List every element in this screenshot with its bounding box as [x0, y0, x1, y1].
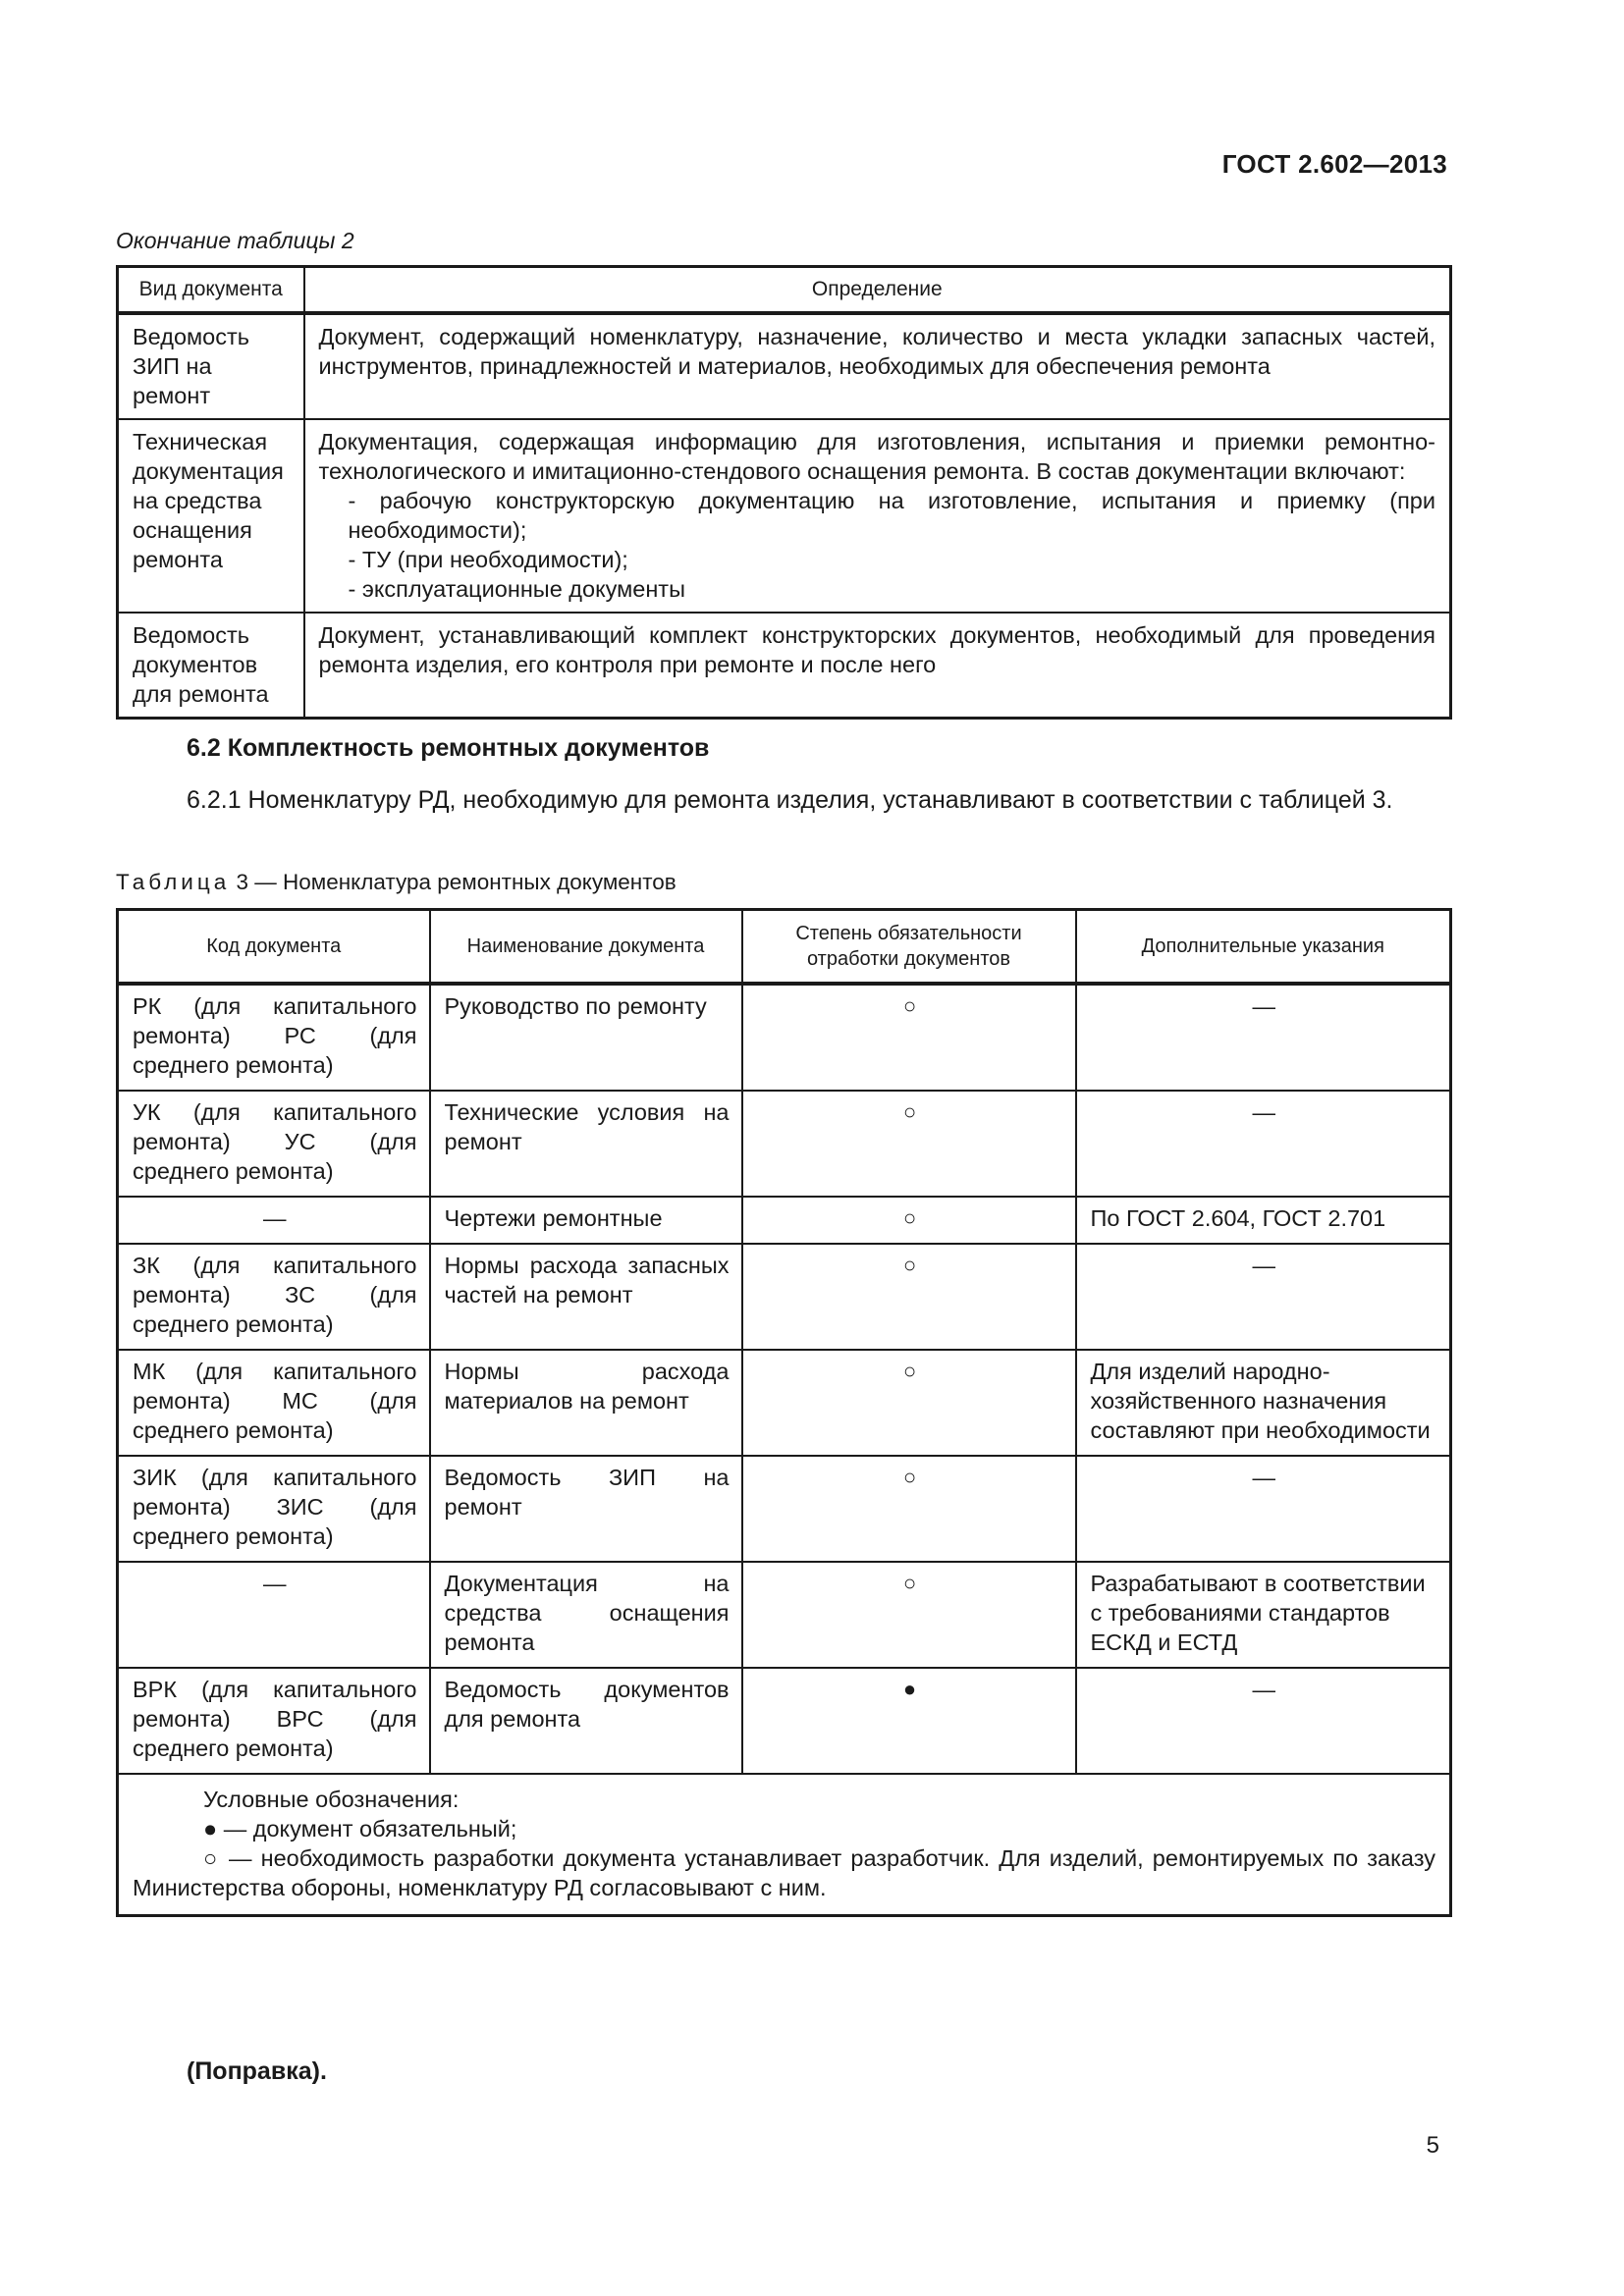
legend-optional: [133, 1843, 1435, 1902]
degree-symbol: ○: [742, 1197, 1076, 1244]
document-kind-cell: Ведомость ЗИП на ремонт: [118, 313, 304, 419]
table2-header-row: [118, 267, 1451, 314]
degree-symbol: ○: [742, 1350, 1076, 1456]
document-name-cell: Руководство по ремонту: [430, 984, 742, 1091]
table-row: [118, 1091, 1451, 1197]
table-row: [118, 984, 1451, 1091]
amendment-note: (Поправка).: [187, 2057, 327, 2085]
table-row: [118, 1350, 1451, 1456]
document-kind-cell: Техническая документация на средства оснащения ремонта: [118, 419, 304, 613]
document-code-cell: ЗИК (для капитального ремонта) ЗИС (для среднего ремонта): [118, 1456, 430, 1562]
standard-header: ГОСТ 2.602—2013: [1221, 149, 1447, 179]
page-number: 5: [1426, 2132, 1439, 2159]
table2: [116, 265, 1452, 720]
document-code-cell: УК (для капитального ремонта) УС (для среднего ремонта): [118, 1091, 430, 1197]
degree-symbol: ○: [742, 1091, 1076, 1197]
document-name-cell: Документация на средства оснащения ремонта: [430, 1562, 742, 1668]
notes-cell: По ГОСТ 2.604, ГОСТ 2.701: [1076, 1197, 1451, 1244]
table-row: [118, 1456, 1451, 1562]
notes-cell: —: [1076, 984, 1451, 1091]
definition-text: Документация, содержащая информацию для изготовления, испытания и приемки ремонтно-технологического и имитационно-стендового оснащения ремонта. В состав документации включают:: [318, 429, 1435, 484]
document-code-cell: ЗК (для капитального ремонта) ЗС (для среднего ремонта): [118, 1244, 430, 1350]
document-name-cell: Нормы расхода материалов на ремонт: [430, 1350, 742, 1456]
notes-cell: —: [1076, 1091, 1451, 1197]
document-name-cell: Ведомость ЗИП на ремонт: [430, 1456, 742, 1562]
table2-column-header: Определение: [304, 267, 1451, 314]
notes-cell: Для изделий народно-хозяйственного назначения составляют при необходимости: [1076, 1350, 1451, 1456]
degree-symbol: ○: [742, 1562, 1076, 1668]
definition-cell: Документ, устанавливающий комплект конструкторских документов, необходимый для проведения ремонта изделия, его контроля при ремонте и после него: [304, 613, 1451, 719]
table3-caption-label: Таблица: [116, 870, 231, 894]
document-code-cell: РК (для капитального ремонта) РС (для среднего ремонта): [118, 984, 430, 1091]
document-kind-cell: Ведомость документов для ремонта: [118, 613, 304, 719]
table3-caption: [116, 870, 677, 895]
table3-caption-text: 3 — Номенклатура ремонтных документов: [230, 870, 677, 894]
definition-bullet: - ТУ (при необходимости);: [348, 547, 628, 572]
degree-symbol: ●: [742, 1668, 1076, 1774]
table-row: [118, 1244, 1451, 1350]
notes-cell: —: [1076, 1456, 1451, 1562]
table-row: [118, 1668, 1451, 1774]
section-heading: 6.2 Комплектность ремонтных документов: [187, 734, 710, 762]
document-code-cell: —: [118, 1562, 430, 1668]
legend-title: Условные обозначения:: [203, 1787, 460, 1812]
table3-column-header: Степень обязательности отработки документов: [742, 910, 1076, 985]
document-name-cell: Нормы расхода запасных частей на ремонт: [430, 1244, 742, 1350]
definition-cell: Документ, содержащий номенклатуру, назначение, количество и места укладки запасных частей, инструментов, принадлежностей и материалов, необходимых для обеспечения ремонта: [304, 313, 1451, 419]
definition-bullet: - эксплуатационные документы: [348, 576, 685, 602]
table3-column-header: Код документа: [118, 910, 430, 985]
document-name-cell: Чертежи ремонтные: [430, 1197, 742, 1244]
table2-column-header: Вид документа: [118, 267, 304, 314]
degree-symbol: ○: [742, 1244, 1076, 1350]
document-code-cell: ВРК (для капитального ремонта) ВРС (для среднего ремонта): [118, 1668, 430, 1774]
table3-column-header: Дополнительные указания: [1076, 910, 1451, 985]
notes-cell: —: [1076, 1244, 1451, 1350]
section-paragraph: 6.2.1 Номенклатуру РД, необходимую для ремонта изделия, устанавливают в соответствии с таблицей 3.: [187, 786, 1393, 814]
notes-cell: —: [1076, 1668, 1451, 1774]
legend-cell: [118, 1774, 1451, 1916]
document-code-cell: —: [118, 1197, 430, 1244]
legend-optional-text: ○ — необходимость разработки документа устанавливает разработчик. Для изделий, ремонтируемых по заказу Министерства обороны, номенклатуру РД согласовывают с ним.: [133, 1845, 1435, 1900]
table3: [116, 908, 1452, 1917]
document-code-cell: МК (для капитального ремонта) МС (для среднего ремонта): [118, 1350, 430, 1456]
degree-symbol: ○: [742, 1456, 1076, 1562]
notes-cell: Разрабатывают в соответствии с требованиями стандартов ЕСКД и ЕСТД: [1076, 1562, 1451, 1668]
table3-column-header: Наименование документа: [430, 910, 742, 985]
table2-caption: Окончание таблицы 2: [116, 228, 354, 253]
document-name-cell: Ведомость документов для ремонта: [430, 1668, 742, 1774]
table-row: [118, 1197, 1451, 1244]
table-row: [118, 419, 1451, 613]
definition-cell: [304, 419, 1451, 613]
document-name-cell: Технические условия на ремонт: [430, 1091, 742, 1197]
table-row: [118, 313, 1451, 419]
table3-legend-row: [118, 1774, 1451, 1916]
legend-mandatory: ● — документ обязательный;: [203, 1816, 517, 1842]
definition-bullet: - рабочую конструкторскую документацию на изготовление, испытания и приемку (при необходимости);: [348, 488, 1435, 543]
degree-symbol: ○: [742, 984, 1076, 1091]
table-row: [118, 613, 1451, 719]
table-row: [118, 1562, 1451, 1668]
table3-header-row: [118, 910, 1451, 985]
